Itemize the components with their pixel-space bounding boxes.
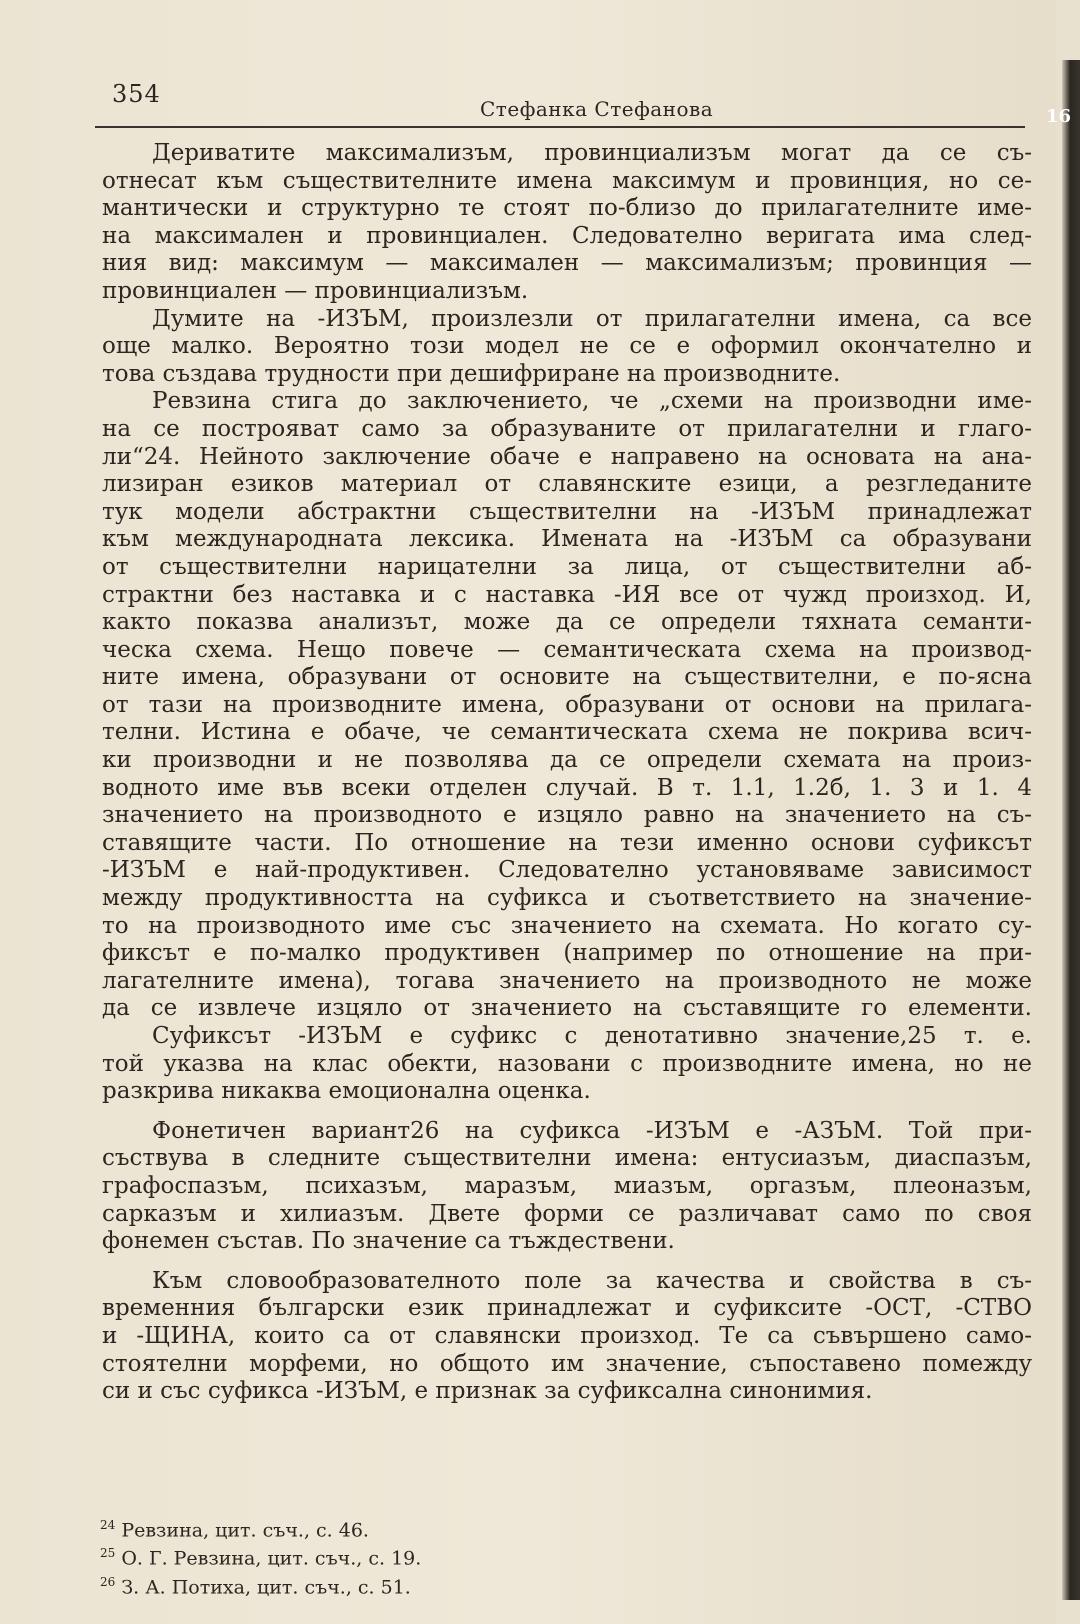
text-line: телни. Истина е обаче, че семантическата схема не покрива всич- — [102, 719, 1032, 746]
text-line: да се извлече изцяло от значението на съставящите го елементи. — [102, 995, 1032, 1022]
text-line: разкрива никаква емоционална оценка. — [102, 1078, 591, 1105]
page-number: 354 — [112, 80, 161, 108]
body-text — [102, 140, 1032, 1406]
text-line: мантически и структурно те стоят по-близо до прилагателните име- — [102, 195, 1032, 222]
text-line: и -ЩИНА, които са от славянски произход. Те са съвършено само- — [102, 1322, 1032, 1349]
footnote — [100, 1542, 600, 1570]
footnote-number: 25 — [100, 1546, 116, 1561]
text-line: стоятелни морфеми, но общото им значение, съпоставено помежду — [102, 1350, 1032, 1377]
text-line: Суфиксът -ИЗЪМ е суфикс с денотативно значение,25 т. е. — [152, 1023, 1032, 1049]
text-line: сарказъм и хилиазъм. Двете форми се различават само по своя — [102, 1200, 1032, 1227]
text-line: лизиран езиков материал от славянските езици, а резгледаните — [102, 471, 1032, 498]
edge-number: 16 — [1046, 106, 1072, 127]
text-line: водното име във всеки отделен случай. В т. 1.1, 1.2б, 1. 3 и 1. 4 — [102, 774, 1032, 801]
text-line: ки производни и не позволява да се определи схемата на произ- — [102, 747, 1032, 774]
text-line: отнесат към съществителните имена максимум и провинция, но се- — [102, 167, 1032, 194]
text-line: графоспазъм, психазъм, маразъм, миазъм, оргазъм, плеоназъм, — [102, 1172, 1032, 1199]
footnote-text: О. Г. Ревзина, цит. съч., с. 19. — [121, 1547, 422, 1570]
text-line: временния български език принадлежат и суфиксите -ОСТ, -СТВО — [102, 1295, 1032, 1322]
text-line: провинциален — провинциализъм. — [102, 277, 529, 304]
text-line: още малко. Вероятно този модел не се е оформил окончателно и — [102, 333, 1032, 360]
text-line: фиксът е по-малко продуктивен (например по отношение на при- — [102, 940, 1032, 967]
text-line: си и със суфикса -ИЗЪМ, е признак за суфиксална синонимия. — [102, 1378, 873, 1405]
paragraph-gap — [102, 1106, 1032, 1118]
footnote-text: Ревзина, цит. съч., с. 46. — [121, 1519, 369, 1542]
text-line: той указва на клас обекти, назовани с производните имена, но не — [102, 1050, 1032, 1077]
text-line: лагателните имена), тогава значението на производното не може — [102, 967, 1032, 994]
text-line: към международната лексика. Имената на -ИЗЪМ са образувани — [102, 526, 1032, 553]
text-line: Фонетичен вариант26 на суфикса -ИЗЪМ е -АЗЪМ. Той при- — [152, 1117, 1032, 1144]
text-line: то на производното име със значението на схемата. Но когато су- — [102, 912, 1032, 939]
text-line: -ИЗЪМ е най-продуктивен. Следователно установяваме зависимост — [102, 857, 1032, 884]
footnote-text: З. А. Потиха, цит. съч., с. 51. — [121, 1575, 411, 1598]
text-line: страктни без наставка и с наставка -ИЯ все от чужд произход. И, — [102, 581, 1032, 608]
text-line: както показва анализът, може да се определи тяхната семанти- — [102, 609, 1032, 636]
footnotes — [100, 1514, 600, 1599]
text-line: Към словообразователното поле за качества и свойства в съ- — [152, 1267, 1032, 1294]
footnote — [100, 1514, 600, 1542]
text-line: между продуктивността на суфикса и съответствието на значение- — [102, 885, 1032, 912]
paragraph-gap — [102, 1256, 1032, 1268]
text-line: ческа схема. Нещо повече — семантическата схема на производ- — [102, 636, 1032, 663]
text-line: фонемен състав. По значение са тъждествени. — [102, 1228, 675, 1255]
text-line: Думите на -ИЗЪМ, произлезли от прилагателни имена, са все — [152, 305, 1032, 332]
text-line: на максимален и провинциален. Следователно веригата има след- — [102, 222, 1032, 249]
text-line: ставящите части. По отношение на тези именно основи суфиксът — [102, 829, 1032, 856]
page-edge — [1062, 60, 1080, 1600]
text-line: Ревзина стига до заключението, че „схеми на производни име- — [152, 388, 1032, 415]
header-rule — [95, 126, 1025, 128]
text-line: на се построяват само за образуваните от прилагателни и глаго- — [102, 415, 1032, 442]
text-line: това създава трудности при дешифриране на производните. — [102, 360, 841, 387]
running-head: Стефанка Стефанова — [480, 97, 714, 121]
text-line: Дериватите максимализъм, провинциализъм могат да се съ- — [152, 140, 1032, 166]
text-line: значението на производното е изцяло равно на значението на съ- — [102, 802, 1032, 829]
text-line: от съществителни нарицателни за лица, от съществителни аб- — [102, 553, 1032, 580]
footnote — [100, 1571, 600, 1599]
text-line: съствува в следните съществителни имена: ентусиазъм, диаспазъм, — [102, 1145, 1032, 1172]
text-line: тук модели абстрактни съществителни на -ИЗЪМ принадлежат — [102, 498, 1032, 525]
text-line: от тази на производните имена, образувани от основи на прилага- — [102, 691, 1032, 718]
footnote-number: 26 — [100, 1574, 116, 1589]
footnote-number: 24 — [100, 1518, 116, 1532]
text-line: ните имена, образувани от основите на съществителни, е по-ясна — [102, 664, 1032, 691]
text-line: ли“24. Нейното заключение обаче е направено на основата на ана- — [102, 443, 1032, 470]
text-line: ния вид: максимум — максимален — максимализъм; провинция — — [102, 250, 1032, 277]
